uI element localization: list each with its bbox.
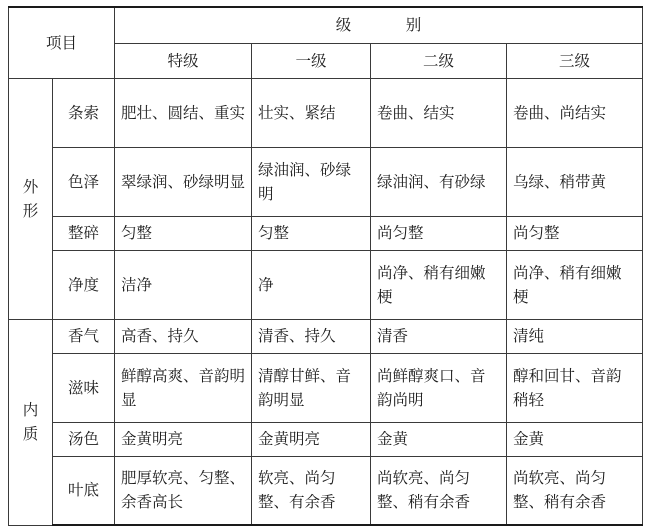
group-char: 内 bbox=[22, 401, 39, 419]
grade-header-second: 二级 bbox=[371, 43, 507, 78]
level-header-text: 级 别 bbox=[335, 16, 447, 35]
table-cell: 尚软亮、尚匀整、稍有余香 bbox=[507, 456, 643, 525]
table-cell: 尚净、稍有细嫩梗 bbox=[371, 250, 507, 319]
table-cell: 卷曲、结实 bbox=[371, 78, 507, 147]
grade-header-first: 一级 bbox=[252, 43, 371, 78]
table-cell: 软亮、尚匀整、有余香 bbox=[252, 456, 371, 525]
table-cell: 翠绿润、砂绿明显 bbox=[115, 147, 252, 216]
table-row bbox=[9, 422, 643, 456]
factor-label: 滋味 bbox=[53, 353, 115, 422]
group-label-appearance bbox=[9, 78, 53, 319]
table-cell: 尚软亮、尚匀整、稍有余香 bbox=[371, 456, 507, 525]
table-row bbox=[9, 456, 643, 525]
grade-header-special: 特级 bbox=[115, 43, 252, 78]
item-header: 项目 bbox=[9, 7, 115, 78]
table-row bbox=[9, 250, 643, 319]
level-header bbox=[115, 7, 643, 43]
table-cell: 乌绿、稍带黄 bbox=[507, 147, 643, 216]
group-char: 形 bbox=[22, 201, 39, 220]
table-cell: 肥厚软亮、匀整、余香高长 bbox=[115, 456, 252, 525]
table-cell: 尚鲜醇爽口、音韵尚明 bbox=[371, 353, 507, 422]
group-char: 外 bbox=[22, 177, 39, 196]
table-row bbox=[9, 319, 643, 353]
factor-label: 整碎 bbox=[53, 216, 115, 250]
table-row bbox=[9, 216, 643, 250]
table-cell: 匀整 bbox=[252, 216, 371, 250]
table-cell: 醇和回甘、音韵稍轻 bbox=[507, 353, 643, 422]
table-cell: 洁净 bbox=[115, 250, 252, 319]
factor-label: 叶底 bbox=[53, 456, 115, 525]
table-cell: 卷曲、尚结实 bbox=[507, 78, 643, 147]
table-cell: 清醇甘鲜、音韵明显 bbox=[252, 353, 371, 422]
grade-header-third: 三级 bbox=[507, 43, 643, 78]
table-row bbox=[9, 78, 643, 147]
table-cell: 清纯 bbox=[507, 319, 643, 353]
table-cell: 清香 bbox=[371, 319, 507, 353]
group-char: 质 bbox=[22, 425, 39, 443]
table-cell: 绿油润、有砂绿 bbox=[371, 147, 507, 216]
tea-grade-table bbox=[8, 6, 643, 526]
factor-label: 净度 bbox=[53, 250, 115, 319]
factor-label: 条索 bbox=[53, 78, 115, 147]
table-cell: 尚匀整 bbox=[371, 216, 507, 250]
factor-label: 香气 bbox=[53, 319, 115, 353]
table-cell: 尚匀整 bbox=[507, 216, 643, 250]
factor-label: 色泽 bbox=[53, 147, 115, 216]
group-label-intrinsic bbox=[9, 319, 53, 525]
table-row bbox=[9, 353, 643, 422]
table-cell: 绿油润、砂绿明 bbox=[252, 147, 371, 216]
table-cell: 匀整 bbox=[115, 216, 252, 250]
table-cell: 高香、持久 bbox=[115, 319, 252, 353]
table-cell: 肥壮、圆结、重实 bbox=[115, 78, 252, 147]
table-cell: 金黄明亮 bbox=[252, 422, 371, 456]
factor-label: 汤色 bbox=[53, 422, 115, 456]
table-cell: 金黄 bbox=[371, 422, 507, 456]
table-cell: 金黄明亮 bbox=[115, 422, 252, 456]
table-row bbox=[9, 147, 643, 216]
table-cell: 清香、持久 bbox=[252, 319, 371, 353]
table-cell: 鲜醇高爽、音韵明显 bbox=[115, 353, 252, 422]
table-cell: 尚净、稍有细嫩梗 bbox=[507, 250, 643, 319]
table-cell: 壮实、紧结 bbox=[252, 78, 371, 147]
table-cell: 金黄 bbox=[507, 422, 643, 456]
grade-table-container bbox=[8, 6, 643, 526]
table-cell: 净 bbox=[252, 250, 371, 319]
